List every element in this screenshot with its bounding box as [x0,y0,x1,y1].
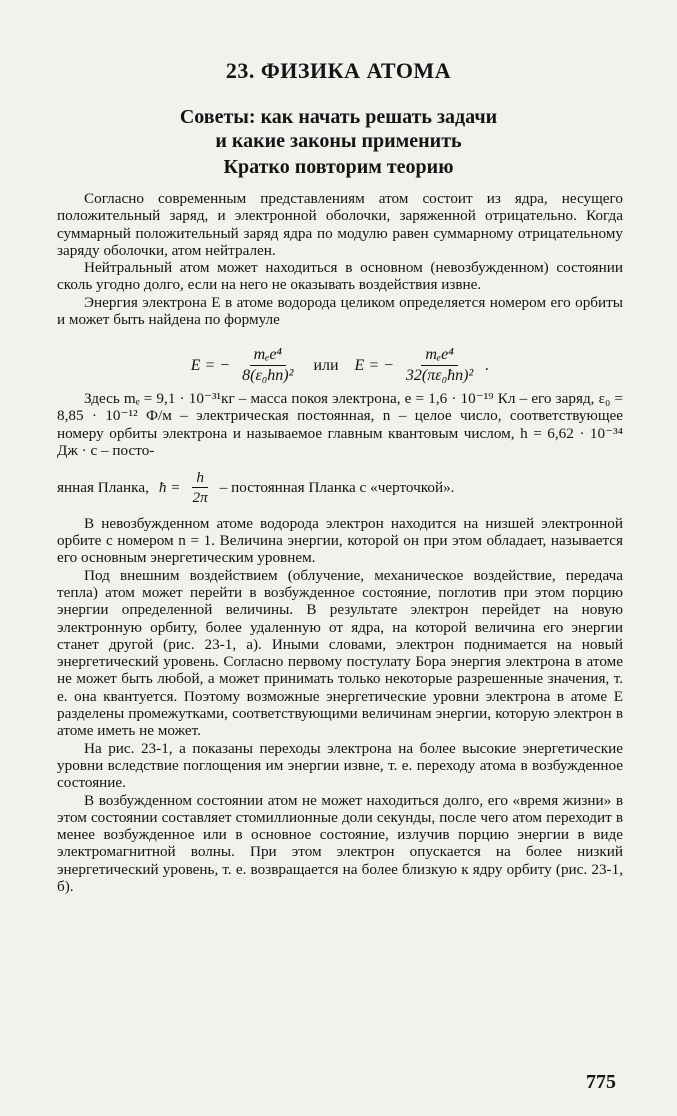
page-number: 775 [586,1071,616,1093]
planck-numerator: h [192,469,208,488]
paragraph: Энергия электрона E в атоме водорода целиком определяется номером его орбиты и может быть найдена по формуле [57,293,623,329]
fraction-2 [402,346,477,384]
fraction-1 [238,346,297,384]
section-title-line-2: и какие законы применить [215,130,462,152]
paragraph: Нейтральный атом может находиться в основном (невозбужденном) состоянии сколь угодно долго, если на него не оказывать воздействия извне. [57,259,623,294]
fraction-1-denominator: 8(ε₀hn)² [242,366,294,384]
paragraph: Согласно современным представлениям атом состоит из ядра, несущего положительный заряд, и электронной оболочки, заряженной отрицательно. Когда суммарный положительный заряд ядра по модулю равен суммарному отрицательному заряду оболочки, атом нейтрален. [57,190,623,259]
formula-end: . [485,356,490,374]
planck-after: – постоянная Планка с «черточкой». [219,479,455,497]
body-text [57,190,623,895]
chapter-title: 23. ФИЗИКА АТОМА [225,58,452,83]
planck-lhs: ħ = [158,479,181,497]
energy-formula [57,346,623,384]
subsection-title: Кратко повторим теорию [223,156,454,178]
formula-lhs-1: E = − [190,356,231,374]
fraction-2-numerator: mₑe⁴ [421,346,457,365]
paragraph: В возбужденном состоянии атом не может находиться долго, его «время жизни» в этом состоянии составляет стомиллионные доли секунды, после чего атом переходит в менее возбужденное или в основное состояние, излучив порцию энергии в виде электромагнитной волны. При этом электрон опускается на более низкий энергетический уровень, т. е. возвращается на более близкую к ядру орбиту (рис. 23-1, б). [57,791,623,895]
paragraph: На рис. 23-1, а показаны переходы электрона на более высокие энергетические уровни вследствие поглощения им энергии извне, т. е. переходу атома в возбужденное состояние. [57,739,623,792]
planck-fraction [189,469,212,507]
planck-constant-line [57,469,623,507]
paragraph: Здесь mₑ = 9,1 · 10⁻³¹кг – масса покоя электрона, e = 1,6 · 10⁻¹⁹ Кл – его заряд, ε₀ = 8,85 · 10⁻¹² Ф/м – электрическая постоянная, n – целое число, соответствующее номеру орбиты электрона и называемое главным квантовым числом, h = 6,62 · 10⁻³⁴ Дж · с – посто- [57,389,623,459]
section-title-line-1: Советы: как начать решать задачи [179,106,498,128]
fraction-2-denominator: 32(πε₀ħn)² [405,366,474,384]
formula-lhs-2: E = − [354,356,394,374]
planck-denominator: 2π [192,489,208,507]
paragraph: В невозбужденном атоме водорода электрон находится на низшей электронной орбите с номером n = 1. Величина энергии, которой он при этом обладает, называется его основным энергетическим уровнем. [57,514,623,567]
paragraph: Под внешним воздействием (облучение, механическое воздействие, передача тепла) атом может перейти в возбужденное состояние, поглотив при этом порцию энергии определенной величины. В результате электрон перейдет на новую электронную орбиту, более удаленную от ядра, на которой величина его энергии станет другой (рис. 23-1, а). Иными словами, электрон поднимается на новый энергетический уровень. Согласно первому постулату Бора энергия электрона в атоме не может быть любой, а может принимать только некоторые разрешенные значения, т. е. она квантуется. Поэтому возможные энергетические уровни электрона в атоме E разделены промежутками, соответствующими величинам энергии, которую электрон в атоме иметь не может. [57,566,623,740]
planck-before: янная Планка, [57,479,149,497]
fraction-1-numerator: mₑe⁴ [250,346,286,365]
formula-or: или [313,356,339,374]
